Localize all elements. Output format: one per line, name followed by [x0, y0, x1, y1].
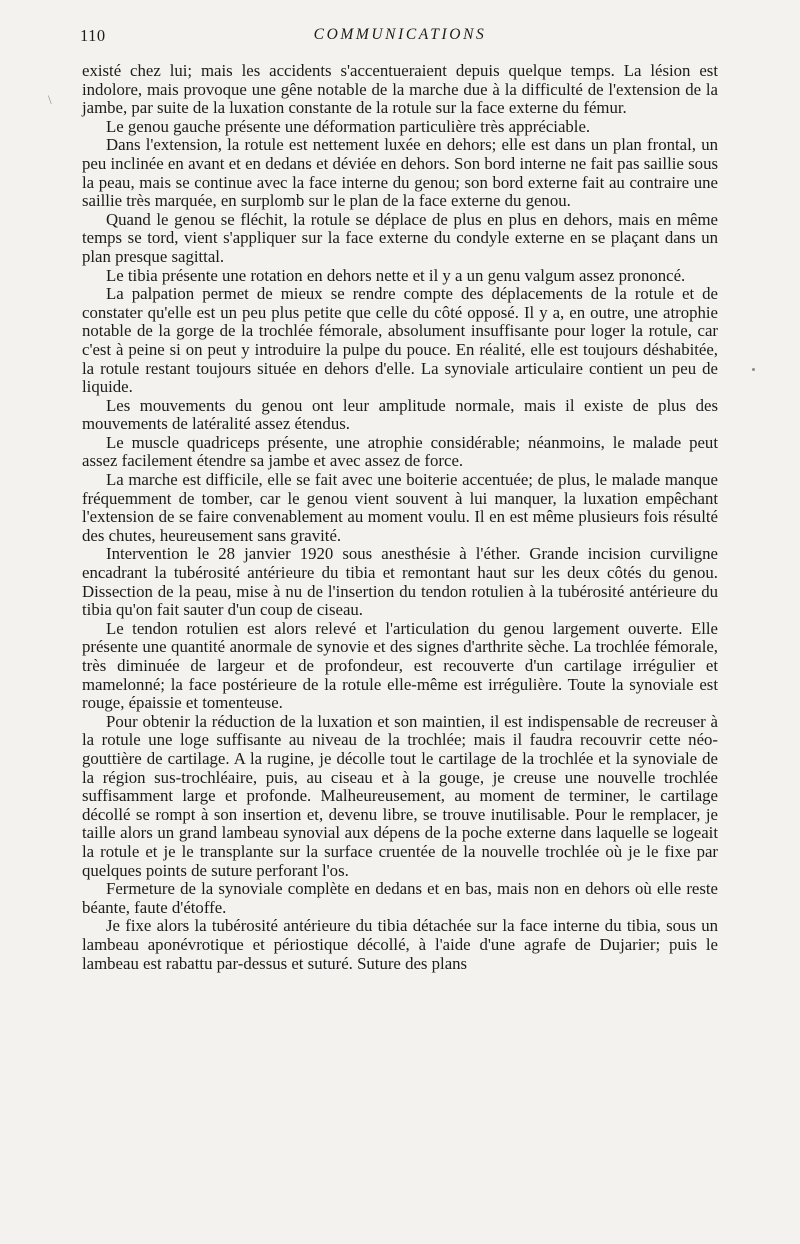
paragraph-14: Je fixe alors la tubérosité antérieure du tibia détachée sur la face interne du tibia, sous un lambeau aponévrotique et périostique décollé, à l'aide d'une agrafe de Dujarier; puis le lambeau est rabattu par-dessus et suturé. Suture des plans — [82, 916, 718, 973]
margin-mark: \ — [48, 92, 52, 107]
paragraph-5: Le tibia présente une rotation en dehors nette et il y a un genu valgum assez prononcé. — [106, 265, 686, 285]
paragraph-6: La palpation permet de mieux se rendre compte des déplacements de la rotule et de constater qu'elle est un peu plus petite que celle du côté opposé. Il y a, en outre, une atrophie notable de la gorge de la trochlée fémorale, absolument insuffisante pour loger la rotule, car c'est à peine si on peut y introduire la pulpe du pouce. En réalité, elle est toujours déshabitée, la rotule restant toujours située en dehors d'elle. La synoviale articulaire contient un peu de liquide. — [82, 284, 718, 397]
paragraph-13: Fermeture de la synoviale complète en dedans et en bas, mais non en dehors où elle reste béante, faute d'étoffe. — [82, 879, 718, 917]
paragraph-11: Le tendon rotulien est alors relevé et l'articulation du genou largement ouverte. Elle présente une quantité anormale de synovie et des signes d'arthrite sèche. La trochlée fémorale, très diminuée de largeur et de profondeur, est recouverte d'un cartilage irrégulier et mamelonné; la face postérieure de la rotule elle-même est irrégulière. Toute la synoviale est rouge, épaissie et tomenteuse. — [82, 618, 718, 713]
paragraph-8: Le muscle quadriceps présente, une atrophie considérable; néanmoins, le malade peut assez facilement étendre sa jambe et avec assez de force. — [82, 432, 718, 471]
paragraph-10: Intervention le 28 janvier 1920 sous anesthésie à l'éther. Grande incision curviligne encadrant la tubérosité antérieure du tibia et remontant haut sur les deux côtés du genou. Dissection de la peau, mise à nu de l'insertion du tendon rotulien à la tubérosité antérieure du tibia qu'on fait sauter d'un coup de ciseau. — [82, 544, 718, 620]
running-head — [82, 26, 718, 50]
paragraph-12: Pour obtenir la réduction de la luxation et son maintien, il est indispensable de recreuser à la rotule une loge suffisante au niveau de la trochlée; mais il faudra recouvrir cette néo-gouttière de cartilage. A la rugine, je décolle tout le cartilage de la trochlée et la synoviale de la région sus-trochléaire, puis, au ciseau et à la gouge, je creuse une nouvelle trochlée suffisamment large et profonde. Malheureusement, au moment de terminer, le cartilage décollé se rompt à son insertion et, devenu libre, se trouve inutilisable. Pour le remplacer, je taille alors un grand lambeau synovial aux dépens de la poche externe dans laquelle se logeait la rotule et je le transplante sur la surface cruentée de la nouvelle trochlée où je le fixe par quelques points de suture perforant l'os. — [82, 711, 718, 880]
margin-dot — [752, 368, 755, 371]
paragraph-7: Les mouvements du genou ont leur amplitude normale, mais il existe de plus des mouvements de latéralité assez étendus. — [82, 395, 718, 434]
paragraph-4: Quand le genou se fléchit, la rotule se déplace de plus en plus en dehors, mais en même temps se tord, vient s'appliquer sur la face externe du condyle externe en se plaçant dans un plan presque sagittal. — [82, 209, 718, 266]
paragraph-3: Dans l'extension, la rotule est nettement luxée en dehors; elle est dans un plan frontal, un peu inclinée en avant et en dedans et déviée en dehors. Son bord interne ne fait pas saillie sous la peau, mais se continue avec la face interne du genou; son bord externe fait au contraire une saillie très marquée, en surplomb sur le plan de la face externe du genou. — [82, 135, 718, 211]
paragraph-2: Le genou gauche présente une déformation particulière très appréciable. — [106, 116, 591, 136]
paragraph-9: La marche est difficile, elle se fait avec une boiterie accentuée; de plus, le malade manque fréquemment de tomber, car le genou vient souvent à lui manquer, la luxation empêchant l'extension de se faire convenablement au moment voulu. Il en est même plusieurs fois résulté des chutes, heureusement sans gravité. — [82, 470, 718, 545]
section-title: COMMUNICATIONS — [313, 26, 487, 43]
paragraph-1: existé chez lui; mais les accidents s'accentueraient depuis quelque temps. La lésion est indolore, mais provoque une gêne notable de la marche due à la difficulté de l'extension de la jambe, par suite de la luxation constante de la rotule sur la face externe du fémur. — [82, 61, 718, 118]
page-number: 110 — [80, 26, 106, 45]
body-text — [82, 62, 718, 973]
